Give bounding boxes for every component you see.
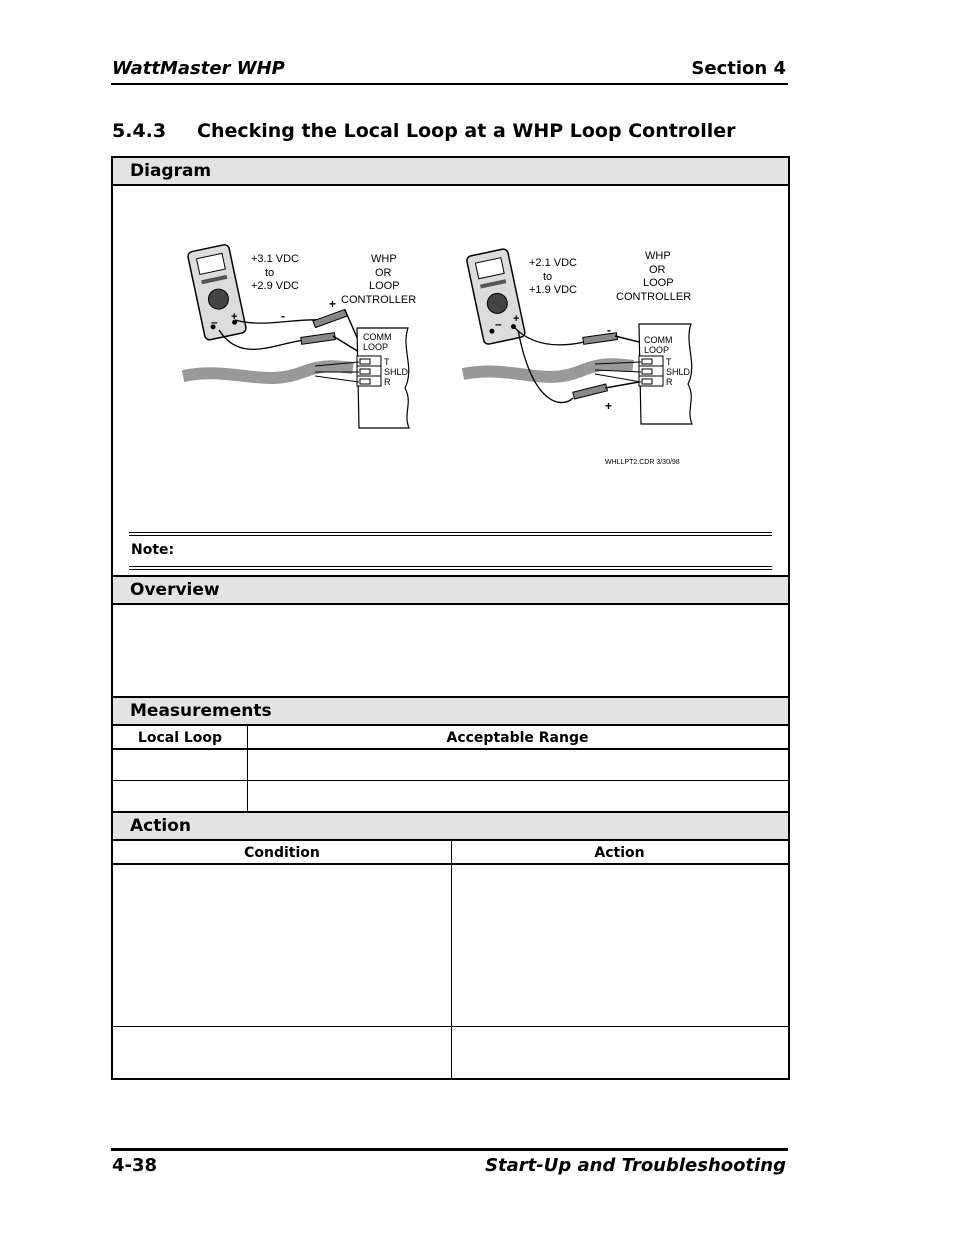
overview-heading: Overview <box>130 580 220 600</box>
right-comm-l1: COMM <box>644 335 673 345</box>
measurements-row-rule <box>113 780 788 781</box>
section-heading <box>112 120 736 142</box>
procedure-table <box>111 156 790 1080</box>
left-meter-plus: + <box>231 311 238 323</box>
note-top-rule <box>129 532 772 533</box>
measurements-heading: Measurements <box>130 701 272 721</box>
right-ctrl-l2: OR <box>649 264 666 276</box>
right-term-t: T <box>666 357 672 367</box>
page-number: 4-38 <box>112 1155 158 1176</box>
action-col-divider <box>451 841 452 1078</box>
left-ctrl-l1: WHP <box>371 253 397 265</box>
footer-rule <box>111 1148 788 1151</box>
note-top-rule-2 <box>129 535 772 536</box>
header-title: WattMaster WHP <box>112 58 285 79</box>
note-label: Note: <box>131 542 175 558</box>
header-section: Section 4 <box>691 58 786 79</box>
right-ctrl-l3: LOOP <box>643 277 674 289</box>
overview-band <box>113 575 788 605</box>
section-title: Checking the Local Loop at a WHP Loop Controller <box>197 120 736 142</box>
left-comm-l1: COMM <box>363 332 392 342</box>
right-term-r: R <box>666 377 673 387</box>
right-term-shld: SHLD <box>666 367 691 377</box>
note-bottom-rule <box>129 566 772 567</box>
loop-diagram <box>173 238 703 468</box>
left-volt-low: +2.9 VDC <box>251 280 299 292</box>
right-probe-plus: + <box>605 399 613 413</box>
footer-chapter: Start-Up and Troubleshooting <box>485 1155 786 1176</box>
right-volt-to: to <box>543 271 553 283</box>
right-volt-high: +2.1 VDC <box>529 257 577 269</box>
left-volt-high: +3.1 VDC <box>251 253 299 265</box>
section-number: 5.4.3 <box>112 120 167 142</box>
header-rule <box>111 83 788 85</box>
right-ctrl-l1: WHP <box>645 250 671 262</box>
measurements-band <box>113 696 788 726</box>
left-ctrl-l2: OR <box>375 267 392 279</box>
left-probe-plus: + <box>329 297 337 311</box>
left-ctrl-l3: LOOP <box>369 280 400 292</box>
left-comm-l2: LOOP <box>363 342 389 352</box>
measurements-header-rule <box>113 748 788 750</box>
left-meter-minus: – <box>211 315 218 329</box>
action-heading: Action <box>130 816 191 836</box>
right-probe-minus: - <box>607 323 611 337</box>
action-band <box>113 811 788 841</box>
action-col-action: Action <box>594 845 645 861</box>
measurements-col-local-loop: Local Loop <box>137 730 223 746</box>
diagram-band <box>113 156 788 186</box>
right-meter-assembly <box>463 248 692 466</box>
left-terminal-block <box>357 356 381 386</box>
measurements-col-divider <box>247 726 248 812</box>
left-meter-assembly <box>183 244 416 428</box>
left-ctrl-l4: CONTROLLER <box>341 294 417 306</box>
note-bottom-rule-2 <box>129 569 772 570</box>
right-meter-plus: + <box>513 313 520 325</box>
action-col-condition: Condition <box>244 845 320 861</box>
right-comm-l2: LOOP <box>644 345 670 355</box>
right-terminal-block <box>639 356 663 386</box>
right-meter-minus: – <box>495 317 502 331</box>
left-volt-to: to <box>265 267 275 279</box>
right-ctrl-l4: CONTROLLER <box>616 291 692 303</box>
left-term-r: R <box>384 377 391 387</box>
drawing-file-id: WHLLPT2.CDR 3/30/98 <box>605 459 680 466</box>
diagram-heading: Diagram <box>130 161 212 181</box>
left-term-t: T <box>384 357 390 367</box>
right-volt-low: +1.9 VDC <box>529 284 577 296</box>
left-probe-minus: - <box>281 309 285 323</box>
measurements-col-acceptable-range: Acceptable Range <box>446 730 589 746</box>
left-term-shld: SHLD <box>384 367 409 377</box>
